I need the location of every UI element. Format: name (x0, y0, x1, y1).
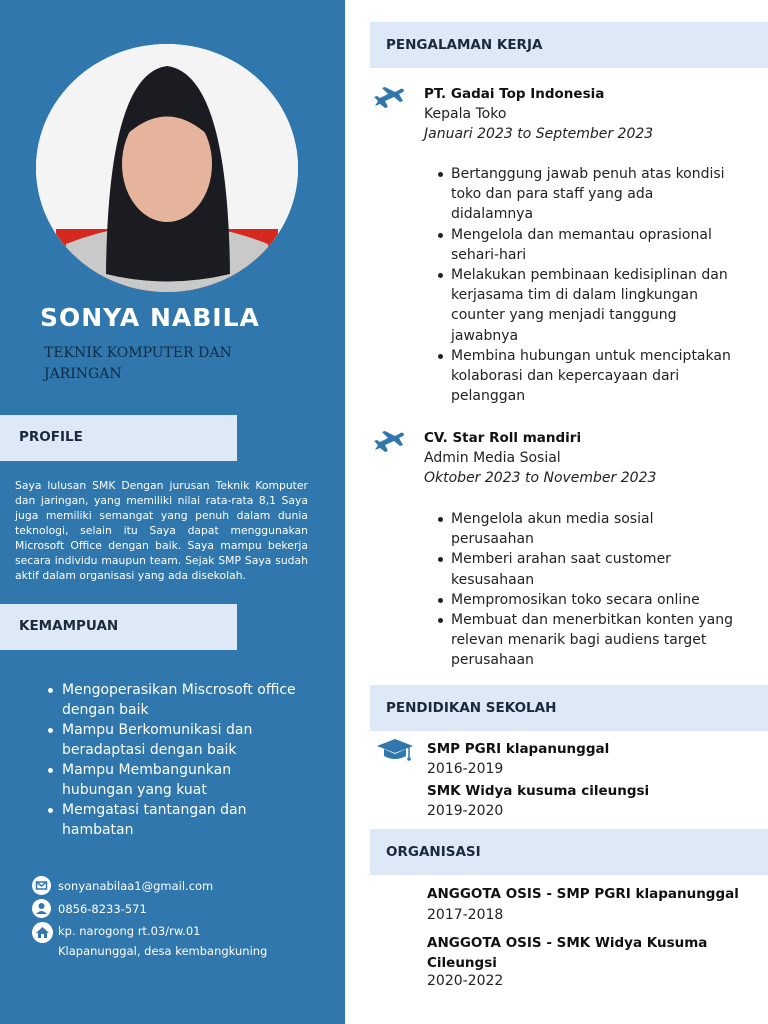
address-line-2: Klapanunggal, desa kembangkuning (58, 944, 268, 958)
job-period: Oktober 2023 to November 2023 (424, 470, 657, 486)
job-role: Kepala Toko (424, 106, 507, 122)
skills-list (48, 680, 298, 840)
person-title: TEKNIK KOMPUTER DAN JARINGAN (44, 345, 232, 382)
job-company: PT. Gadai Top Indonesia (424, 86, 605, 102)
organization-name: ANGGOTA OSIS - SMK Widya Kusuma Cileungsi (427, 935, 708, 971)
experience-heading-box (370, 22, 768, 68)
duty-item: Mengelola dan memantau oprasional sehari-hari (437, 225, 737, 265)
profile-summary: Saya lulusan SMK Dengan jurusan Teknik Komputer dan jaringan, yang memiliki nilai rata-rata 8,1 Saya juga memiliki semangat yang penuh dalam dunia teknologi, selain itu Saya dapat menggunakan Microsoft Office dengan baik. Saya mampu bekerja secara individu maupun team. Sejak SMP Saya sudah aktif dalam organisasi yang ada disekolah. (15, 479, 308, 582)
person-name: SONYA NABILA (40, 303, 260, 332)
job-duties (437, 164, 737, 406)
phone-text: 0856-8233-571 (58, 902, 147, 916)
education-school: SMP PGRI klapanunggal (427, 741, 610, 757)
address-line-1: kp. narogong rt.03/rw.01 (58, 924, 201, 938)
home-icon (32, 922, 53, 943)
person-photo-placeholder (36, 44, 298, 292)
airplane-icon (372, 84, 408, 120)
profile-heading-box (0, 415, 237, 461)
user-icon (32, 899, 51, 918)
duty-item: Mengelola akun media sosial perusaahan (437, 509, 737, 549)
graduation-cap-icon (375, 737, 415, 765)
organization-heading: ORGANISASI (386, 844, 481, 860)
duty-item: Melakukan pembinaan kedisiplinan dan kerjasama tim di dalam lingkungan counter yang menjadi tanggung jawabnya (437, 265, 737, 346)
skills-heading: KEMAMPUAN (19, 618, 119, 634)
skills-heading-box (0, 604, 237, 650)
duty-item: Membuat dan menerbitkan konten yang relevan menarik bagi audiens target perusahaan (437, 610, 737, 671)
sidebar (0, 0, 345, 1024)
organization-years: 2020-2022 (427, 973, 504, 989)
education-years: 2019-2020 (427, 803, 504, 819)
airplane-icon (372, 428, 408, 464)
profile-heading: PROFILE (19, 429, 83, 445)
education-heading-box (370, 685, 768, 731)
email-text: sonyanabilaa1@gmail.com (58, 879, 214, 893)
experience-heading: PENGALAMAN KERJA (386, 37, 543, 53)
duty-item: Mempromosikan toko secara online (437, 590, 737, 610)
job-period: Januari 2023 to September 2023 (424, 126, 654, 142)
skill-item: Mampu Membangunkan hubungan yang kuat (48, 760, 298, 800)
profile-photo (36, 44, 298, 292)
job-duties (437, 509, 737, 671)
skill-item: Memgatasi tantangan dan hambatan (48, 800, 298, 840)
organization-years: 2017-2018 (427, 907, 504, 923)
organization-heading-box (370, 829, 768, 875)
mail-icon (32, 876, 51, 895)
duty-item: Membina hubungan untuk menciptakan kolaborasi dan kepercayaan dari pelanggan (437, 346, 737, 407)
duty-item: Bertanggung jawab penuh atas kondisi toko dan para staff yang ada didalamnya (437, 164, 737, 225)
duty-item: Memberi arahan saat customer kesusahaan (437, 549, 737, 589)
skill-item: Mengoperasikan Miscrosoft office dengan baik (48, 680, 298, 720)
education-school: SMK Widya kusuma cileungsi (427, 783, 650, 799)
skill-item: Mampu Berkomunikasi dan beradaptasi dengan baik (48, 720, 298, 760)
education-heading: PENDIDIKAN SEKOLAH (386, 700, 557, 716)
education-years: 2016-2019 (427, 761, 504, 777)
job-role: Admin Media Sosial (424, 450, 561, 466)
job-company: CV. Star Roll mandiri (424, 430, 582, 446)
organization-name: ANGGOTA OSIS - SMP PGRI klapanunggal (427, 886, 739, 902)
